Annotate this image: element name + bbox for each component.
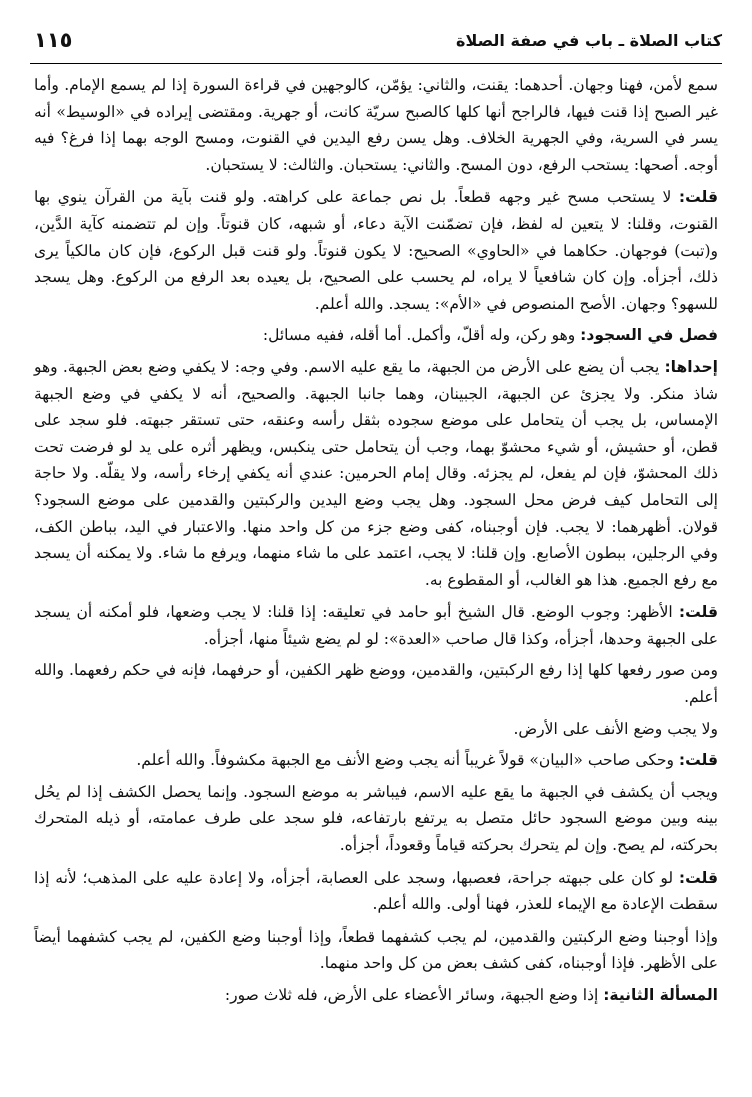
section-heading: فصل في السجود:	[580, 326, 718, 345]
header-rule	[30, 63, 722, 64]
paragraph-lead: المسألة الثانية:	[603, 986, 718, 1004]
paragraph-text: لا يستحب مسح غير وجهه قطعاً. بل نص جماعة على كراهته. ولو قنت بآية من القرآن ينوي بها القنوت، وقلنا: لا يتعين له لفظ، فإن تضمّنت الآية دعاء، أو شبهه، كان قنوتاً. وإن لم تتضمنه كآية الدَّين، و(تبت) فوجهان. حكاهما في «الحاوي» الصحيح: لا يكون قنوتاً. ولو قنت قبل الركوع، فإن كان مالكياً يرى ذلك، أجزأه. وإن كان شافعياً لا يراه، لم يحسب على الصحيح، بل يعيده بعد الرفع من الركوع. وهل يسجد للسهو؟ وجهان. الأصح المنصوص في «الأم»: يسجد. والله أعلم.	[34, 188, 718, 313]
running-title: كتاب الصلاة ـ باب في صفة الصلاة	[456, 31, 722, 50]
paragraph-text: وهو ركن، وله أقلّ، وأكمل. أما أقله، ففيه مسائل:	[262, 326, 581, 345]
paragraph-text: ويجب أن يكشف في الجبهة ما يقع عليه الاسم، فيباشر به موضع السجود. وإنما يحصل الكشف إذا لم يحُل بينه وبين موضع السجود حائل متصل به يرتفع بارتفاعه، فلو سجد على طرف عمامته، أو ذيله المتحرك بحركته، لم يصح. وإن لم يتحرك بحركته قياماً وقعوداً، أجزأه.	[34, 782, 718, 855]
paragraph	[34, 184, 718, 317]
paragraph-lead: قلت:	[678, 603, 718, 622]
paragraph-text: ومن صور رفعها كلها إذا رفع الركبتين، والقدمين، ووضع ظهر الكفين، أو حرفهما، فإنه في حكم رفعهما. والله أعلم.	[34, 661, 718, 707]
paragraph-text: وإذا أوجبنا وضع الركبتين والقدمين، لم يجب كشفهما قطعاً، وإذا أوجبنا وضع الكفين، لم يجب كشفهما أيضاً على الأظهر. فإذا أوجبناه، كفى كشف بعض من كل واحد منهما.	[34, 927, 718, 973]
paragraph	[34, 747, 718, 774]
paragraph-text: لو كان على جبهته جراحة، فعصبها، وسجد على العصابة، أجزأه، ولا إعادة عليه على المذهب؛ لأنه إذا سقطت الإعادة مع الإيماء للعذر، فهنا أولى. والله أعلم.	[34, 868, 718, 914]
paragraph	[34, 924, 718, 977]
paragraph	[34, 354, 718, 593]
paragraph-text: وحكى صاحب «البيان» قولاً غريباً أنه يجب وضع الأنف مع الجبهة مكشوفاً. والله أعلم.	[136, 751, 679, 770]
paragraph-text: ولا يجب وضع الأنف على الأرض.	[513, 719, 718, 738]
paragraph-text: الأظهر: وجوب الوضع. قال الشيخ أبو حامد في تعليقه: إذا قلنا: لا يجب وضعها، فلو أمكنه أن يسجد على الجبهة وحدها، أجزأه، وكذا قال صاحب «العدة»: لو لم يضع شيئاً منها، أجزأه.	[34, 603, 718, 648]
paragraph-text: سمع لأمن، فهنا وجهان. أحدهما: يقنت، والثاني: يؤمّن، كالوجهين في قراءة السورة إذا لم يسمع الإمام. وأما غير الصبح إذا قنت فيها، فالراجح أنها كلها كالصبح سريّة كانت، أو جهرية. ومقتضى إيراده في «الوسيط» أنه يسر في السرية، وفي الجهرية الخلاف. وهل يسن رفع اليدين في القنوت، ومسح الوجه بهما إذا فرغ؟ فيه أوجه. أصحها: يستحب الرفع، دون المسح. والثاني: يستحبان. والثالث: لا يستحبان.	[34, 76, 718, 174]
paragraph-lead: قلت:	[678, 868, 718, 887]
paragraph	[34, 599, 718, 652]
paragraph	[34, 865, 718, 918]
paragraph-text: إذا وضع الجبهة، وسائر الأعضاء على الأرض، فله ثلاث صور:	[224, 986, 604, 1004]
paragraph	[34, 716, 718, 743]
paragraph	[34, 779, 718, 859]
paragraph	[34, 657, 718, 710]
paragraph	[34, 72, 718, 178]
paragraph-lead: قلت:	[678, 188, 718, 207]
page-number: ١١٥	[34, 28, 73, 52]
paragraph-lead: قلت:	[678, 751, 718, 770]
page-body	[34, 72, 718, 1014]
paragraph	[34, 982, 718, 1009]
page-header	[30, 28, 722, 58]
paragraph-text: يجب أن يضع على الأرض من الجبهة، ما يقع عليه الاسم. وفي وجه: لا يكفي وضع بعض الجبهة. وهو شاذ منكر. ولا يجزئ عن الجبهة، الجبينان، وهما جانبا الجبهة. والصحيح، أنه لا يكفي في وضع الجبهة الإمساس، بل يجب أن يتحامل على موضع سجوده بثقل رأسه وعنقه، حتى تستقر جبهته. فلو سجد على قطن، أو حشيش، أو شيء محشوّ بهما، وجب أن يتحامل حتى ينكبس، ويظهر أثره على يد لو فرضت تحت ذلك المحشوّ، فإن لم يفعل، لم يجزئه. وقال إمام الحرمين: عندي أنه يكفي إرخاء رأسه، ولا يقلّه. ولا حاجة إلى التحامل كيف فرض محل السجود. وهل يجب وضع اليدين والركبتين والقدمين على موضع السجود؟ قولان. أظهرهما: لا يجب. فإن أوجبناه، كفى وضع جزء من كل واحد منها. والاعتبار في اليد، بباطن الكف، وفي الرجلين، ببطون الأصابع. وإن قلنا: لا يجب، اعتمد على ما شاء منهما، ويرفع ما شاء. ولا يمكنه أن يسجد مع رفع الجميع. هذا هو الغالب، أو المقطوع به.	[34, 357, 718, 589]
paragraph-lead: إحداها:	[664, 357, 718, 376]
section-heading-paragraph	[34, 322, 718, 349]
